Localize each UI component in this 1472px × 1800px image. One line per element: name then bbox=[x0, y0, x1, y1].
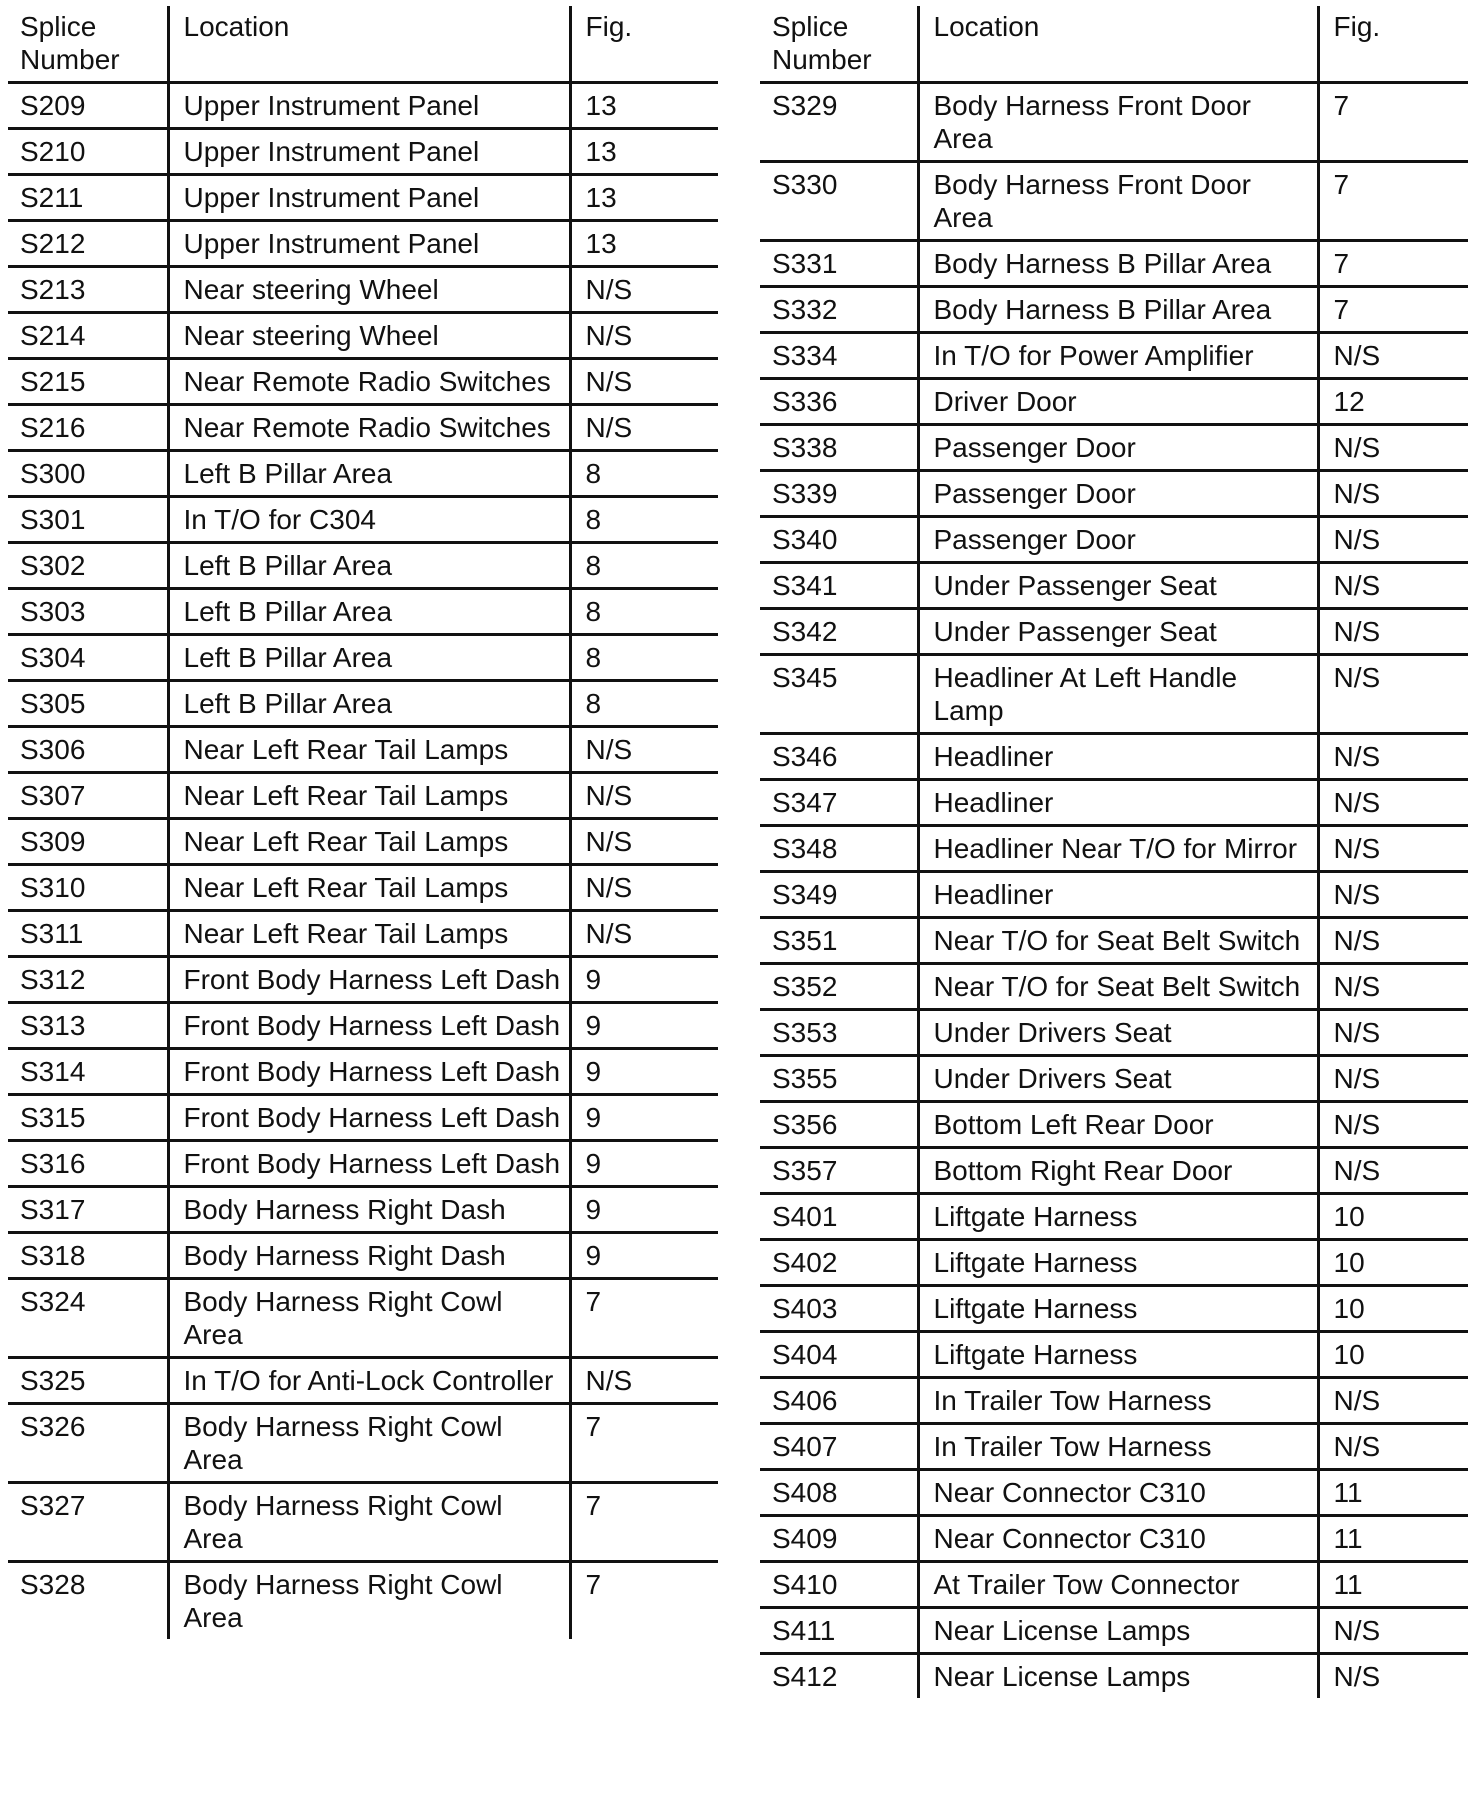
splice-number-cell: S407 bbox=[760, 1424, 918, 1470]
table-row bbox=[760, 1654, 1468, 1699]
fig-cell: 11 bbox=[1318, 1470, 1468, 1516]
table-row bbox=[8, 1003, 718, 1049]
table-row bbox=[760, 287, 1468, 333]
splice-number-cell: S211 bbox=[8, 175, 168, 221]
splice-number-cell: S353 bbox=[760, 1010, 918, 1056]
fig-cell: N/S bbox=[1318, 964, 1468, 1010]
fig-cell: 10 bbox=[1318, 1240, 1468, 1286]
location-cell: Left B Pillar Area bbox=[168, 681, 570, 727]
fig-cell: N/S bbox=[1318, 1424, 1468, 1470]
fig-cell: 8 bbox=[570, 589, 718, 635]
splice-number-cell: S408 bbox=[760, 1470, 918, 1516]
splice-number-cell: S355 bbox=[760, 1056, 918, 1102]
splice-number-cell: S346 bbox=[760, 734, 918, 780]
location-cell: Near Left Rear Tail Lamps bbox=[168, 865, 570, 911]
location-cell: Near License Lamps bbox=[918, 1608, 1318, 1654]
location-cell: Front Body Harness Left Dash bbox=[168, 1095, 570, 1141]
fig-cell: N/S bbox=[570, 911, 718, 957]
fig-cell: N/S bbox=[1333, 1661, 1381, 1692]
location-cell: In Trailer Tow Harness bbox=[918, 1378, 1318, 1424]
location-cell: Body Harness B Pillar Area bbox=[918, 241, 1318, 287]
fig-cell: 13 bbox=[570, 175, 718, 221]
table-row bbox=[760, 162, 1468, 241]
header-location: Location bbox=[918, 6, 1318, 83]
fig-cell: 9 bbox=[570, 1003, 718, 1049]
table-row bbox=[760, 1332, 1468, 1378]
location-cell: Near T/O for Seat Belt Switch bbox=[918, 918, 1318, 964]
splice-table-right bbox=[760, 6, 1468, 1698]
location-cell: Upper Instrument Panel bbox=[168, 83, 570, 129]
fig-cell: 9 bbox=[570, 1141, 718, 1187]
header-fig: Fig. bbox=[1318, 6, 1468, 83]
location-cell: Passenger Door bbox=[918, 517, 1318, 563]
location-cell: Near steering Wheel bbox=[168, 267, 570, 313]
location-cell: Headliner bbox=[918, 872, 1318, 918]
location-cell: In Trailer Tow Harness bbox=[918, 1424, 1318, 1470]
table-row bbox=[8, 451, 718, 497]
location-cell: At Trailer Tow Connector bbox=[918, 1562, 1318, 1608]
table-row bbox=[760, 1148, 1468, 1194]
fig-cell: 9 bbox=[570, 1049, 718, 1095]
location-cell: Headliner At Left Handle Lamp bbox=[918, 655, 1318, 734]
splice-number-cell: S327 bbox=[8, 1483, 168, 1562]
splice-number-cell: S314 bbox=[8, 1049, 168, 1095]
location-cell: Body Harness Right Cowl Area bbox=[168, 1562, 570, 1640]
fig-cell: N/S bbox=[570, 267, 718, 313]
location-cell: Passenger Door bbox=[918, 471, 1318, 517]
fig-cell: 7 bbox=[570, 1279, 718, 1358]
fig-cell: 11 bbox=[1318, 1516, 1468, 1562]
table-row bbox=[760, 918, 1468, 964]
fig-cell: 7 bbox=[570, 1404, 718, 1483]
table-row bbox=[760, 1240, 1468, 1286]
table-row bbox=[8, 359, 718, 405]
splice-number-cell: S301 bbox=[8, 497, 168, 543]
fig-cell: N/S bbox=[570, 313, 718, 359]
fig-cell: 10 bbox=[1318, 1286, 1468, 1332]
splice-number-cell: S351 bbox=[760, 918, 918, 964]
table-row bbox=[760, 734, 1468, 780]
table-row bbox=[8, 1095, 718, 1141]
header-row bbox=[760, 6, 1468, 83]
fig-cell: 10 bbox=[1318, 1332, 1468, 1378]
table-row bbox=[8, 773, 718, 819]
fig-cell: N/S bbox=[1318, 517, 1468, 563]
table-row bbox=[8, 727, 718, 773]
fig-cell: N/S bbox=[570, 359, 718, 405]
table-row bbox=[8, 221, 718, 267]
splice-number-cell: S331 bbox=[760, 241, 918, 287]
splice-number-cell: S340 bbox=[760, 517, 918, 563]
table-row bbox=[8, 865, 718, 911]
location-cell: Under Passenger Seat bbox=[918, 563, 1318, 609]
splice-number-cell: S403 bbox=[760, 1286, 918, 1332]
table-row bbox=[8, 589, 718, 635]
table-row bbox=[8, 175, 718, 221]
location-cell: Driver Door bbox=[918, 379, 1318, 425]
table-row bbox=[8, 1358, 718, 1404]
fig-cell: N/S bbox=[1318, 471, 1468, 517]
splice-number-cell: S338 bbox=[760, 425, 918, 471]
table-row bbox=[760, 1056, 1468, 1102]
table-row bbox=[760, 471, 1468, 517]
fig-cell: 7 bbox=[1318, 162, 1468, 241]
location-cell: Near License Lamps bbox=[918, 1654, 1318, 1699]
fig-cell: 13 bbox=[570, 221, 718, 267]
fig-cell: N/S bbox=[1318, 1102, 1468, 1148]
location-cell: Body Harness Right Dash bbox=[168, 1233, 570, 1279]
fig-cell: 10 bbox=[1318, 1194, 1468, 1240]
splice-number-cell: S216 bbox=[8, 405, 168, 451]
splice-number-cell: S411 bbox=[760, 1608, 918, 1654]
table-row bbox=[8, 1279, 718, 1358]
location-cell: Body Harness Right Cowl Area bbox=[168, 1404, 570, 1483]
table-row bbox=[8, 1049, 718, 1095]
location-cell: Headliner bbox=[918, 780, 1318, 826]
fig-cell: 9 bbox=[570, 957, 718, 1003]
fig-cell: N/S bbox=[570, 773, 718, 819]
table-row bbox=[760, 609, 1468, 655]
fig-cell: 7 bbox=[570, 1483, 718, 1562]
splice-number-cell: S409 bbox=[760, 1516, 918, 1562]
fig-cell: 7 bbox=[1318, 287, 1468, 333]
fig-cell: N/S bbox=[1318, 1608, 1468, 1654]
splice-number-cell: S302 bbox=[8, 543, 168, 589]
splice-number-cell: S304 bbox=[8, 635, 168, 681]
location-cell: Upper Instrument Panel bbox=[168, 175, 570, 221]
splice-number-cell: S352 bbox=[760, 964, 918, 1010]
table-row bbox=[8, 1187, 718, 1233]
fig-cell: 8 bbox=[570, 635, 718, 681]
splice-number-cell: S212 bbox=[8, 221, 168, 267]
splice-number-cell: S326 bbox=[8, 1404, 168, 1483]
location-cell: Passenger Door bbox=[918, 425, 1318, 471]
location-cell: Near Connector C310 bbox=[918, 1470, 1318, 1516]
table-row bbox=[760, 379, 1468, 425]
splice-number-cell: S329 bbox=[760, 83, 918, 162]
splice-number-cell: S347 bbox=[760, 780, 918, 826]
location-cell: Front Body Harness Left Dash bbox=[168, 957, 570, 1003]
header-location: Location bbox=[168, 6, 570, 83]
fig-cell: 8 bbox=[570, 543, 718, 589]
location-cell: Bottom Left Rear Door bbox=[918, 1102, 1318, 1148]
table-row bbox=[760, 563, 1468, 609]
location-cell: Front Body Harness Left Dash bbox=[168, 1049, 570, 1095]
location-cell: Near T/O for Seat Belt Switch bbox=[918, 964, 1318, 1010]
location-cell: Body Harness Right Cowl Area bbox=[168, 1279, 570, 1358]
fig-cell: N/S bbox=[1318, 1148, 1468, 1194]
fig-cell: N/S bbox=[1318, 333, 1468, 379]
table-row bbox=[760, 1194, 1468, 1240]
fig-cell: N/S bbox=[1318, 780, 1468, 826]
fig-cell: N/S bbox=[570, 865, 718, 911]
table-row bbox=[760, 1286, 1468, 1332]
splice-number-cell: S401 bbox=[760, 1194, 918, 1240]
splice-number-cell: S334 bbox=[760, 333, 918, 379]
fig-cell: 13 bbox=[570, 83, 718, 129]
fig-cell: 8 bbox=[570, 451, 718, 497]
table-row bbox=[8, 1141, 718, 1187]
splice-number-cell: S349 bbox=[760, 872, 918, 918]
table-row bbox=[760, 1378, 1468, 1424]
splice-number-cell: S339 bbox=[760, 471, 918, 517]
location-cell: Body Harness Right Cowl Area bbox=[168, 1483, 570, 1562]
splice-number-cell: S313 bbox=[8, 1003, 168, 1049]
fig-cell: N/S bbox=[1318, 425, 1468, 471]
location-cell: Near Left Rear Tail Lamps bbox=[168, 819, 570, 865]
location-cell: Upper Instrument Panel bbox=[168, 221, 570, 267]
splice-number-cell: S406 bbox=[760, 1378, 918, 1424]
fig-cell: N/S bbox=[1318, 609, 1468, 655]
table-row bbox=[760, 655, 1468, 734]
splice-number-cell: S404 bbox=[760, 1332, 918, 1378]
fig-cell: N/S bbox=[570, 405, 718, 451]
fig-cell: N/S bbox=[1318, 872, 1468, 918]
splice-table-left bbox=[8, 6, 718, 1639]
table-row bbox=[760, 872, 1468, 918]
fig-cell: 8 bbox=[570, 681, 718, 727]
location-cell: Liftgate Harness bbox=[918, 1286, 1318, 1332]
location-cell: Body Harness Front Door Area bbox=[918, 83, 1318, 162]
splice-number-cell: S356 bbox=[760, 1102, 918, 1148]
fig-cell: N/S bbox=[1318, 1010, 1468, 1056]
table-row bbox=[760, 780, 1468, 826]
location-cell: Left B Pillar Area bbox=[168, 451, 570, 497]
splice-number-cell: S328 bbox=[20, 1569, 86, 1600]
splice-number-cell: S336 bbox=[760, 379, 918, 425]
fig-cell: 13 bbox=[570, 129, 718, 175]
table-row bbox=[8, 267, 718, 313]
fig-cell: N/S bbox=[1318, 563, 1468, 609]
fig-cell: N/S bbox=[1318, 655, 1468, 734]
table-row bbox=[8, 129, 718, 175]
splice-number-cell: S341 bbox=[760, 563, 918, 609]
table-row bbox=[8, 1404, 718, 1483]
fig-cell: N/S bbox=[570, 727, 718, 773]
location-cell: Near Connector C310 bbox=[918, 1516, 1318, 1562]
table-row bbox=[760, 826, 1468, 872]
location-cell: Near Left Rear Tail Lamps bbox=[168, 727, 570, 773]
table-row bbox=[8, 819, 718, 865]
table-row bbox=[760, 333, 1468, 379]
fig-cell: N/S bbox=[570, 819, 718, 865]
splice-number-cell: S213 bbox=[8, 267, 168, 313]
location-cell: Under Drivers Seat bbox=[918, 1010, 1318, 1056]
splice-number-cell: S214 bbox=[8, 313, 168, 359]
table-row bbox=[760, 83, 1468, 162]
location-cell: Body Harness B Pillar Area bbox=[918, 287, 1318, 333]
location-cell: Under Drivers Seat bbox=[918, 1056, 1318, 1102]
fig-cell: 7 bbox=[1318, 83, 1468, 162]
location-cell: Body Harness Right Dash bbox=[168, 1187, 570, 1233]
location-cell: Liftgate Harness bbox=[918, 1194, 1318, 1240]
table-row bbox=[760, 1102, 1468, 1148]
table-row bbox=[760, 517, 1468, 563]
location-cell: Front Body Harness Left Dash bbox=[168, 1141, 570, 1187]
location-cell: Headliner bbox=[918, 734, 1318, 780]
table-row bbox=[8, 1483, 718, 1562]
fig-cell: 8 bbox=[570, 497, 718, 543]
table-row bbox=[760, 1424, 1468, 1470]
location-cell: Under Passenger Seat bbox=[918, 609, 1318, 655]
splice-number-cell: S325 bbox=[8, 1358, 168, 1404]
header-fig: Fig. bbox=[570, 6, 718, 83]
location-cell: Bottom Right Rear Door bbox=[918, 1148, 1318, 1194]
splice-number-cell: S311 bbox=[8, 911, 168, 957]
table-row bbox=[8, 681, 718, 727]
location-cell: Headliner Near T/O for Mirror bbox=[918, 826, 1318, 872]
fig-cell: N/S bbox=[1318, 918, 1468, 964]
splice-number-cell: S209 bbox=[8, 83, 168, 129]
location-cell: Near Remote Radio Switches bbox=[168, 359, 570, 405]
location-cell: Near Left Rear Tail Lamps bbox=[168, 773, 570, 819]
splice-number-cell: S332 bbox=[760, 287, 918, 333]
table-row bbox=[760, 1010, 1468, 1056]
table-row bbox=[760, 964, 1468, 1010]
location-cell: Near Left Rear Tail Lamps bbox=[168, 911, 570, 957]
table-row bbox=[760, 1470, 1468, 1516]
location-cell: Near steering Wheel bbox=[168, 313, 570, 359]
splice-number-cell: S318 bbox=[8, 1233, 168, 1279]
fig-cell: N/S bbox=[1318, 734, 1468, 780]
fig-cell: N/S bbox=[1318, 826, 1468, 872]
table-row bbox=[760, 425, 1468, 471]
fig-cell: N/S bbox=[1318, 1378, 1468, 1424]
header-splice-number: Splice Number bbox=[8, 6, 168, 83]
location-cell: Body Harness Front Door Area bbox=[918, 162, 1318, 241]
splice-number-cell: S309 bbox=[8, 819, 168, 865]
splice-number-cell: S345 bbox=[760, 655, 918, 734]
location-cell: In T/O for Power Amplifier bbox=[918, 333, 1318, 379]
table-row bbox=[760, 1516, 1468, 1562]
table-row bbox=[8, 543, 718, 589]
splice-number-cell: S342 bbox=[760, 609, 918, 655]
splice-number-cell: S402 bbox=[760, 1240, 918, 1286]
splice-number-cell: S307 bbox=[8, 773, 168, 819]
table-row bbox=[8, 911, 718, 957]
splice-number-cell: S306 bbox=[8, 727, 168, 773]
splice-number-cell: S324 bbox=[8, 1279, 168, 1358]
fig-cell: 9 bbox=[570, 1233, 718, 1279]
splice-number-cell: S312 bbox=[8, 957, 168, 1003]
fig-cell: 12 bbox=[1318, 379, 1468, 425]
splice-number-cell: S303 bbox=[8, 589, 168, 635]
table-row bbox=[8, 635, 718, 681]
location-cell: Liftgate Harness bbox=[918, 1332, 1318, 1378]
location-cell: Near Remote Radio Switches bbox=[168, 405, 570, 451]
location-cell: Upper Instrument Panel bbox=[168, 129, 570, 175]
header-row bbox=[8, 6, 718, 83]
table-row bbox=[8, 1233, 718, 1279]
splice-number-cell: S357 bbox=[760, 1148, 918, 1194]
splice-number-cell: S210 bbox=[8, 129, 168, 175]
splice-number-cell: S215 bbox=[8, 359, 168, 405]
table-row bbox=[760, 1562, 1468, 1608]
splice-number-cell: S412 bbox=[772, 1661, 838, 1692]
splice-number-cell: S317 bbox=[8, 1187, 168, 1233]
table-row bbox=[760, 241, 1468, 287]
splice-number-cell: S305 bbox=[8, 681, 168, 727]
fig-cell: N/S bbox=[570, 1358, 718, 1404]
header-splice-number: Splice Number bbox=[760, 6, 918, 83]
splice-number-cell: S330 bbox=[760, 162, 918, 241]
splice-number-cell: S300 bbox=[8, 451, 168, 497]
fig-cell: 9 bbox=[570, 1095, 718, 1141]
fig-cell: 7 bbox=[585, 1569, 602, 1600]
location-cell: In T/O for C304 bbox=[168, 497, 570, 543]
table-row bbox=[760, 1608, 1468, 1654]
location-cell: Left B Pillar Area bbox=[168, 635, 570, 681]
fig-cell: 7 bbox=[1318, 241, 1468, 287]
splice-number-cell: S316 bbox=[8, 1141, 168, 1187]
fig-cell: 11 bbox=[1318, 1562, 1468, 1608]
fig-cell: N/S bbox=[1318, 1056, 1468, 1102]
location-cell: Front Body Harness Left Dash bbox=[168, 1003, 570, 1049]
location-cell: Left B Pillar Area bbox=[168, 543, 570, 589]
table-row bbox=[8, 83, 718, 129]
splice-number-cell: S348 bbox=[760, 826, 918, 872]
table-row bbox=[8, 405, 718, 451]
table-row bbox=[8, 313, 718, 359]
splice-number-cell: S310 bbox=[8, 865, 168, 911]
location-cell: Liftgate Harness bbox=[918, 1240, 1318, 1286]
splice-number-cell: S315 bbox=[8, 1095, 168, 1141]
table-row bbox=[8, 497, 718, 543]
location-cell: In T/O for Anti-Lock Controller bbox=[168, 1358, 570, 1404]
fig-cell: 9 bbox=[570, 1187, 718, 1233]
table-row bbox=[8, 1562, 718, 1640]
location-cell: Left B Pillar Area bbox=[168, 589, 570, 635]
splice-number-cell: S410 bbox=[760, 1562, 918, 1608]
table-row bbox=[8, 957, 718, 1003]
